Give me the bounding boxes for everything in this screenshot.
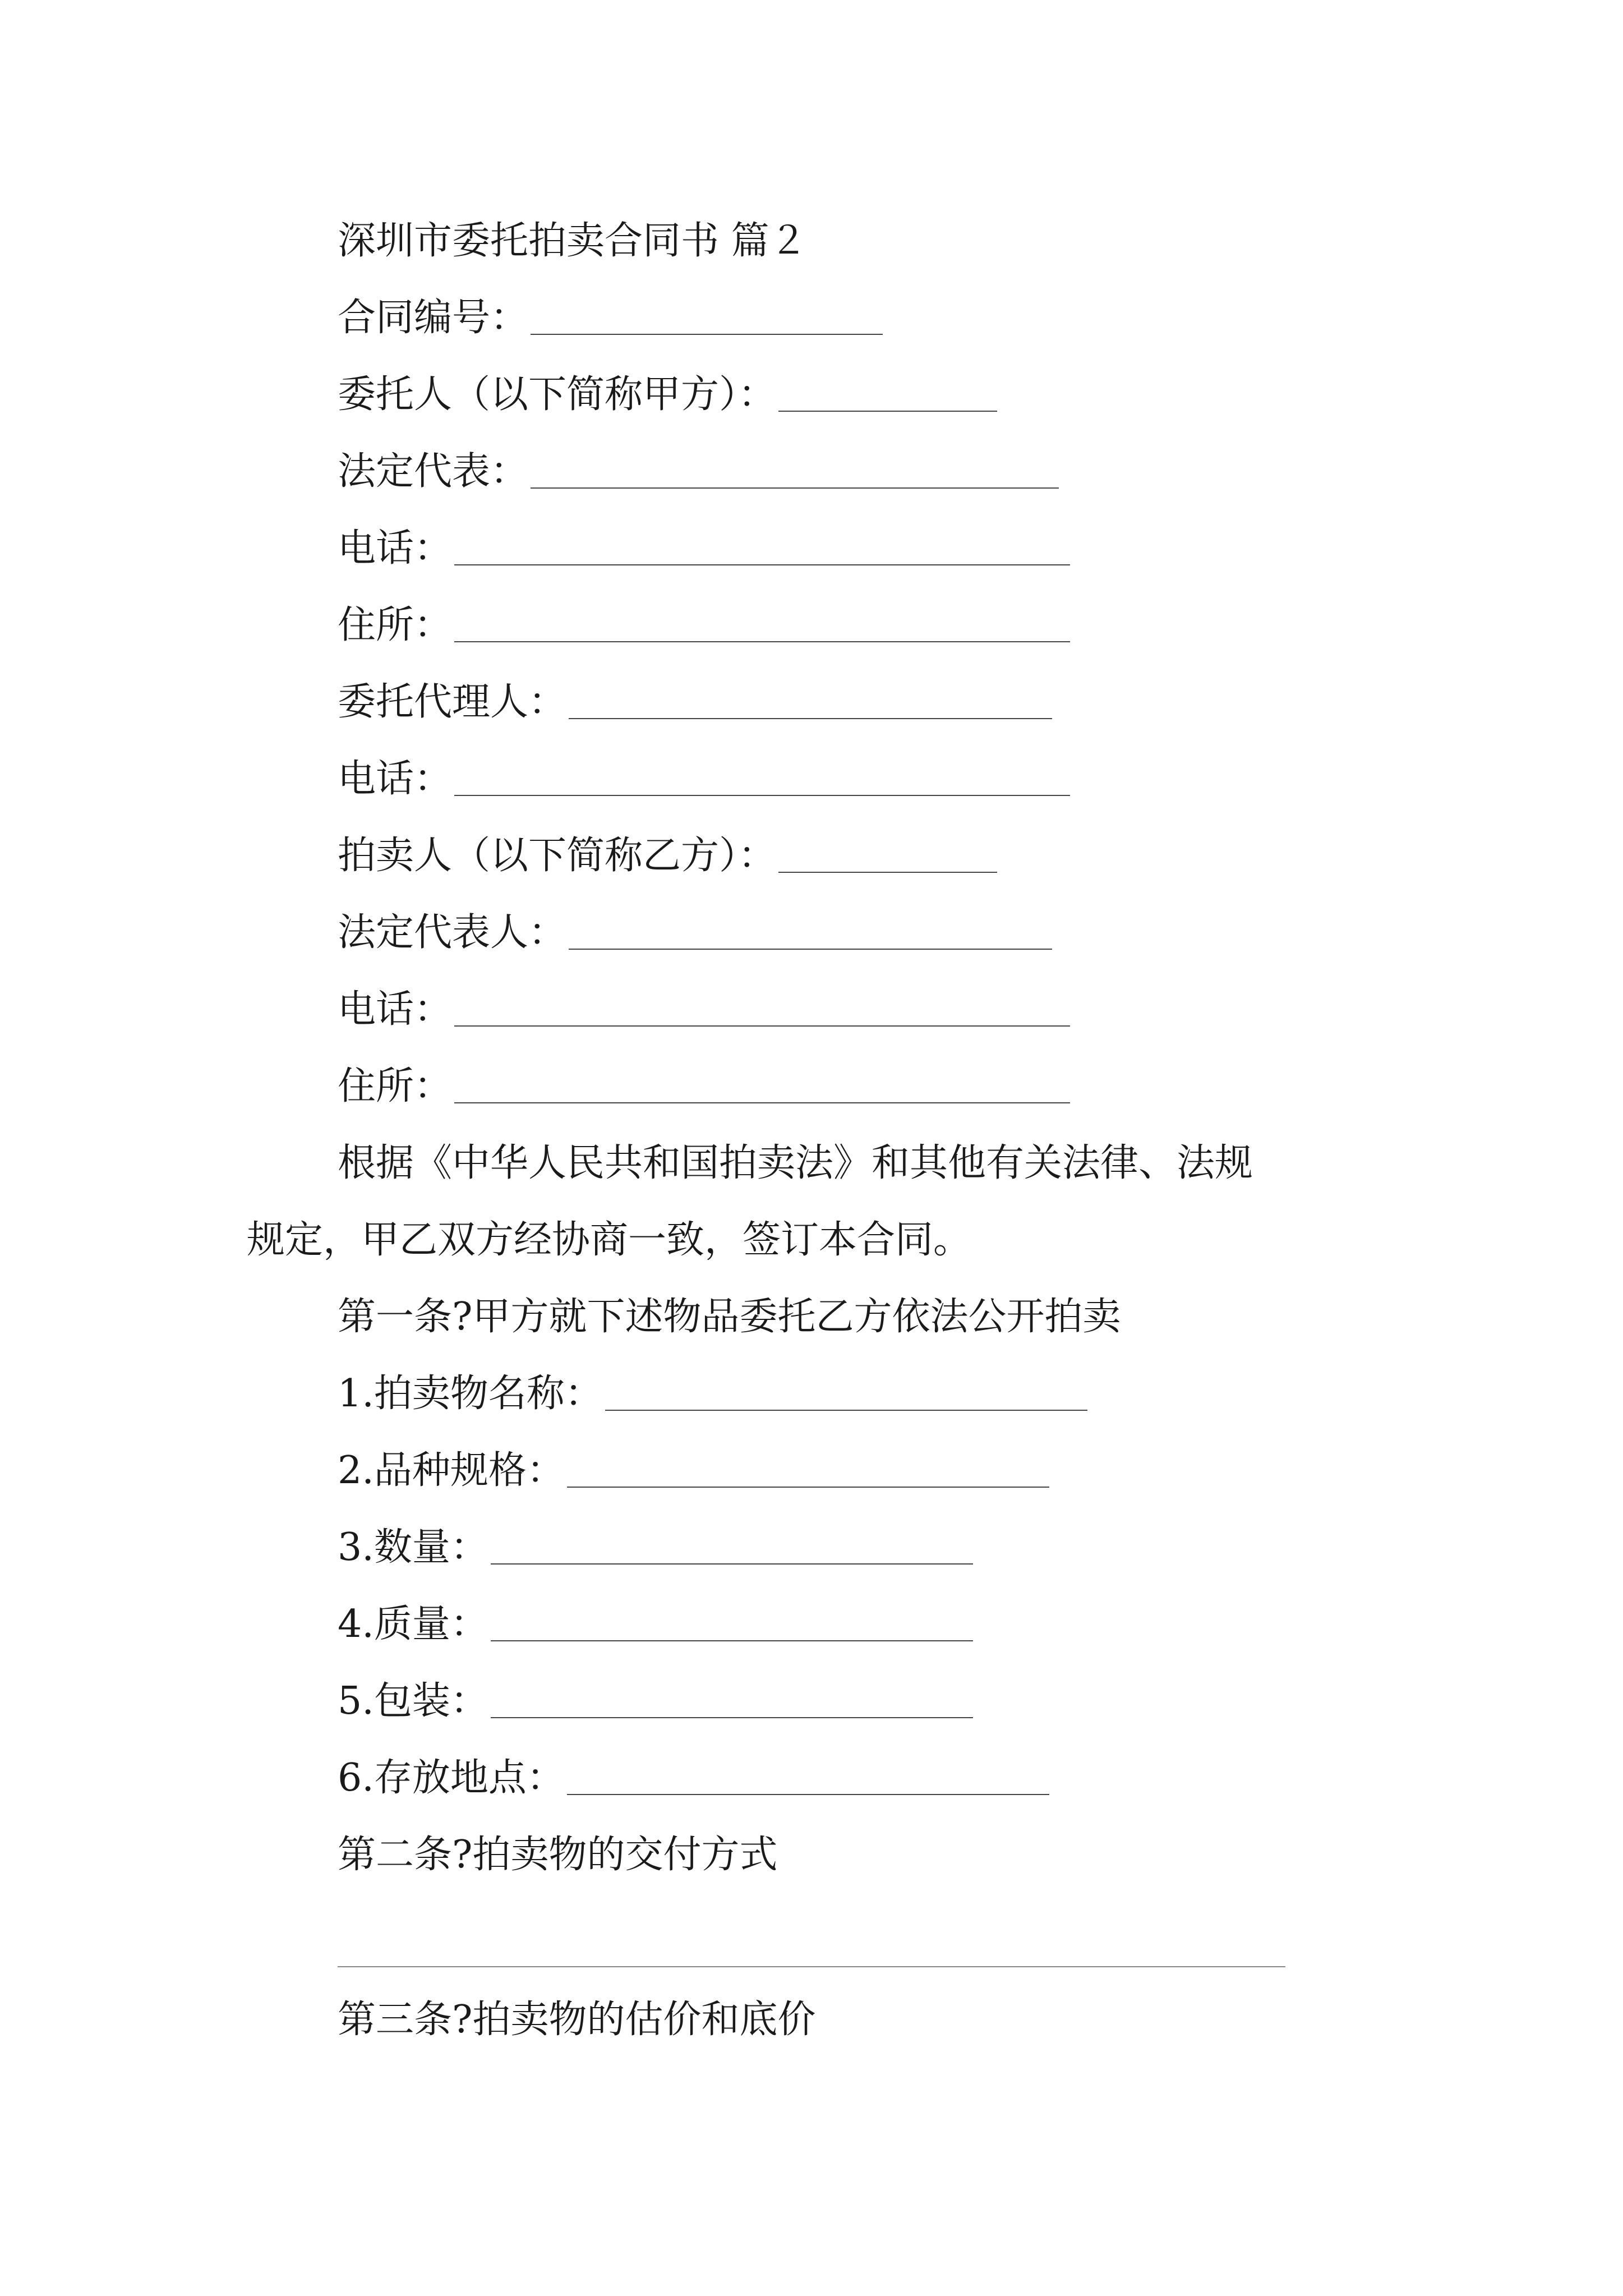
item-quantity-field: 3.数量： [338,1522,973,1573]
fill-in-blank [569,718,1052,719]
fill-in-blank [454,795,1070,796]
article-3-heading: 第三条?拍卖物的估价和底价 [338,1998,816,2042]
fill-in-blank [567,1487,1049,1488]
item-name-field: 1.拍卖物名称： [338,1369,1087,1419]
phone-b-field: 电话： [338,984,1070,1035]
principal-field: 委托人（以下简称甲方）： [338,370,997,420]
fill-in-blank [531,334,883,335]
fill-in-blank [454,641,1070,642]
article-1-heading: 第一条?甲方就下述物品委托乙方依法公开拍卖 [338,1295,1121,1339]
preamble-line-1: 根据《中华人民共和国拍卖法》和其他有关法律、法规 [338,1141,1253,1185]
fill-in-blank [454,1102,1070,1103]
fill-in-blank [454,564,1070,565]
fill-in-blank [567,1794,1049,1795]
fill-in-blank [454,1025,1070,1027]
fill-in-blank [605,1410,1087,1411]
fill-in-blank [778,411,997,412]
article-2-answer-blank [338,1966,1285,1967]
fill-in-blank [491,1640,973,1641]
legal-representative-b-field: 法定代表人： [338,908,1052,958]
fill-in-blank [531,487,1059,489]
item-packaging-field: 5.包装： [338,1676,973,1727]
fill-in-blank [569,949,1052,950]
legal-representative-a-field: 法定代表： [338,447,1059,497]
item-spec-field: 2.品种规格： [338,1446,1049,1496]
fill-in-blank [778,872,997,873]
address-a-field: 住所： [338,600,1070,651]
address-b-field: 住所： [338,1061,1070,1112]
fill-in-blank [491,1563,973,1565]
article-2-heading: 第二条?拍卖物的交付方式 [338,1833,778,1877]
item-quality-field: 4.质量： [338,1599,973,1650]
contract-number-field: 合同编号： [338,293,883,343]
phone-agent-field: 电话： [338,754,1070,804]
auctioneer-field: 拍卖人（以下简称乙方）： [338,831,997,881]
document-title: 深圳市委托拍卖合同书 篇２ [338,219,808,263]
phone-a-field: 电话： [338,523,1070,574]
fill-in-blank [491,1717,973,1718]
preamble-line-2: 规定，甲乙双方经协商一致，签订本合同。 [247,1218,972,1262]
item-storage-field: 6.存放地点： [338,1753,1049,1803]
agent-field: 委托代理人： [338,677,1052,728]
